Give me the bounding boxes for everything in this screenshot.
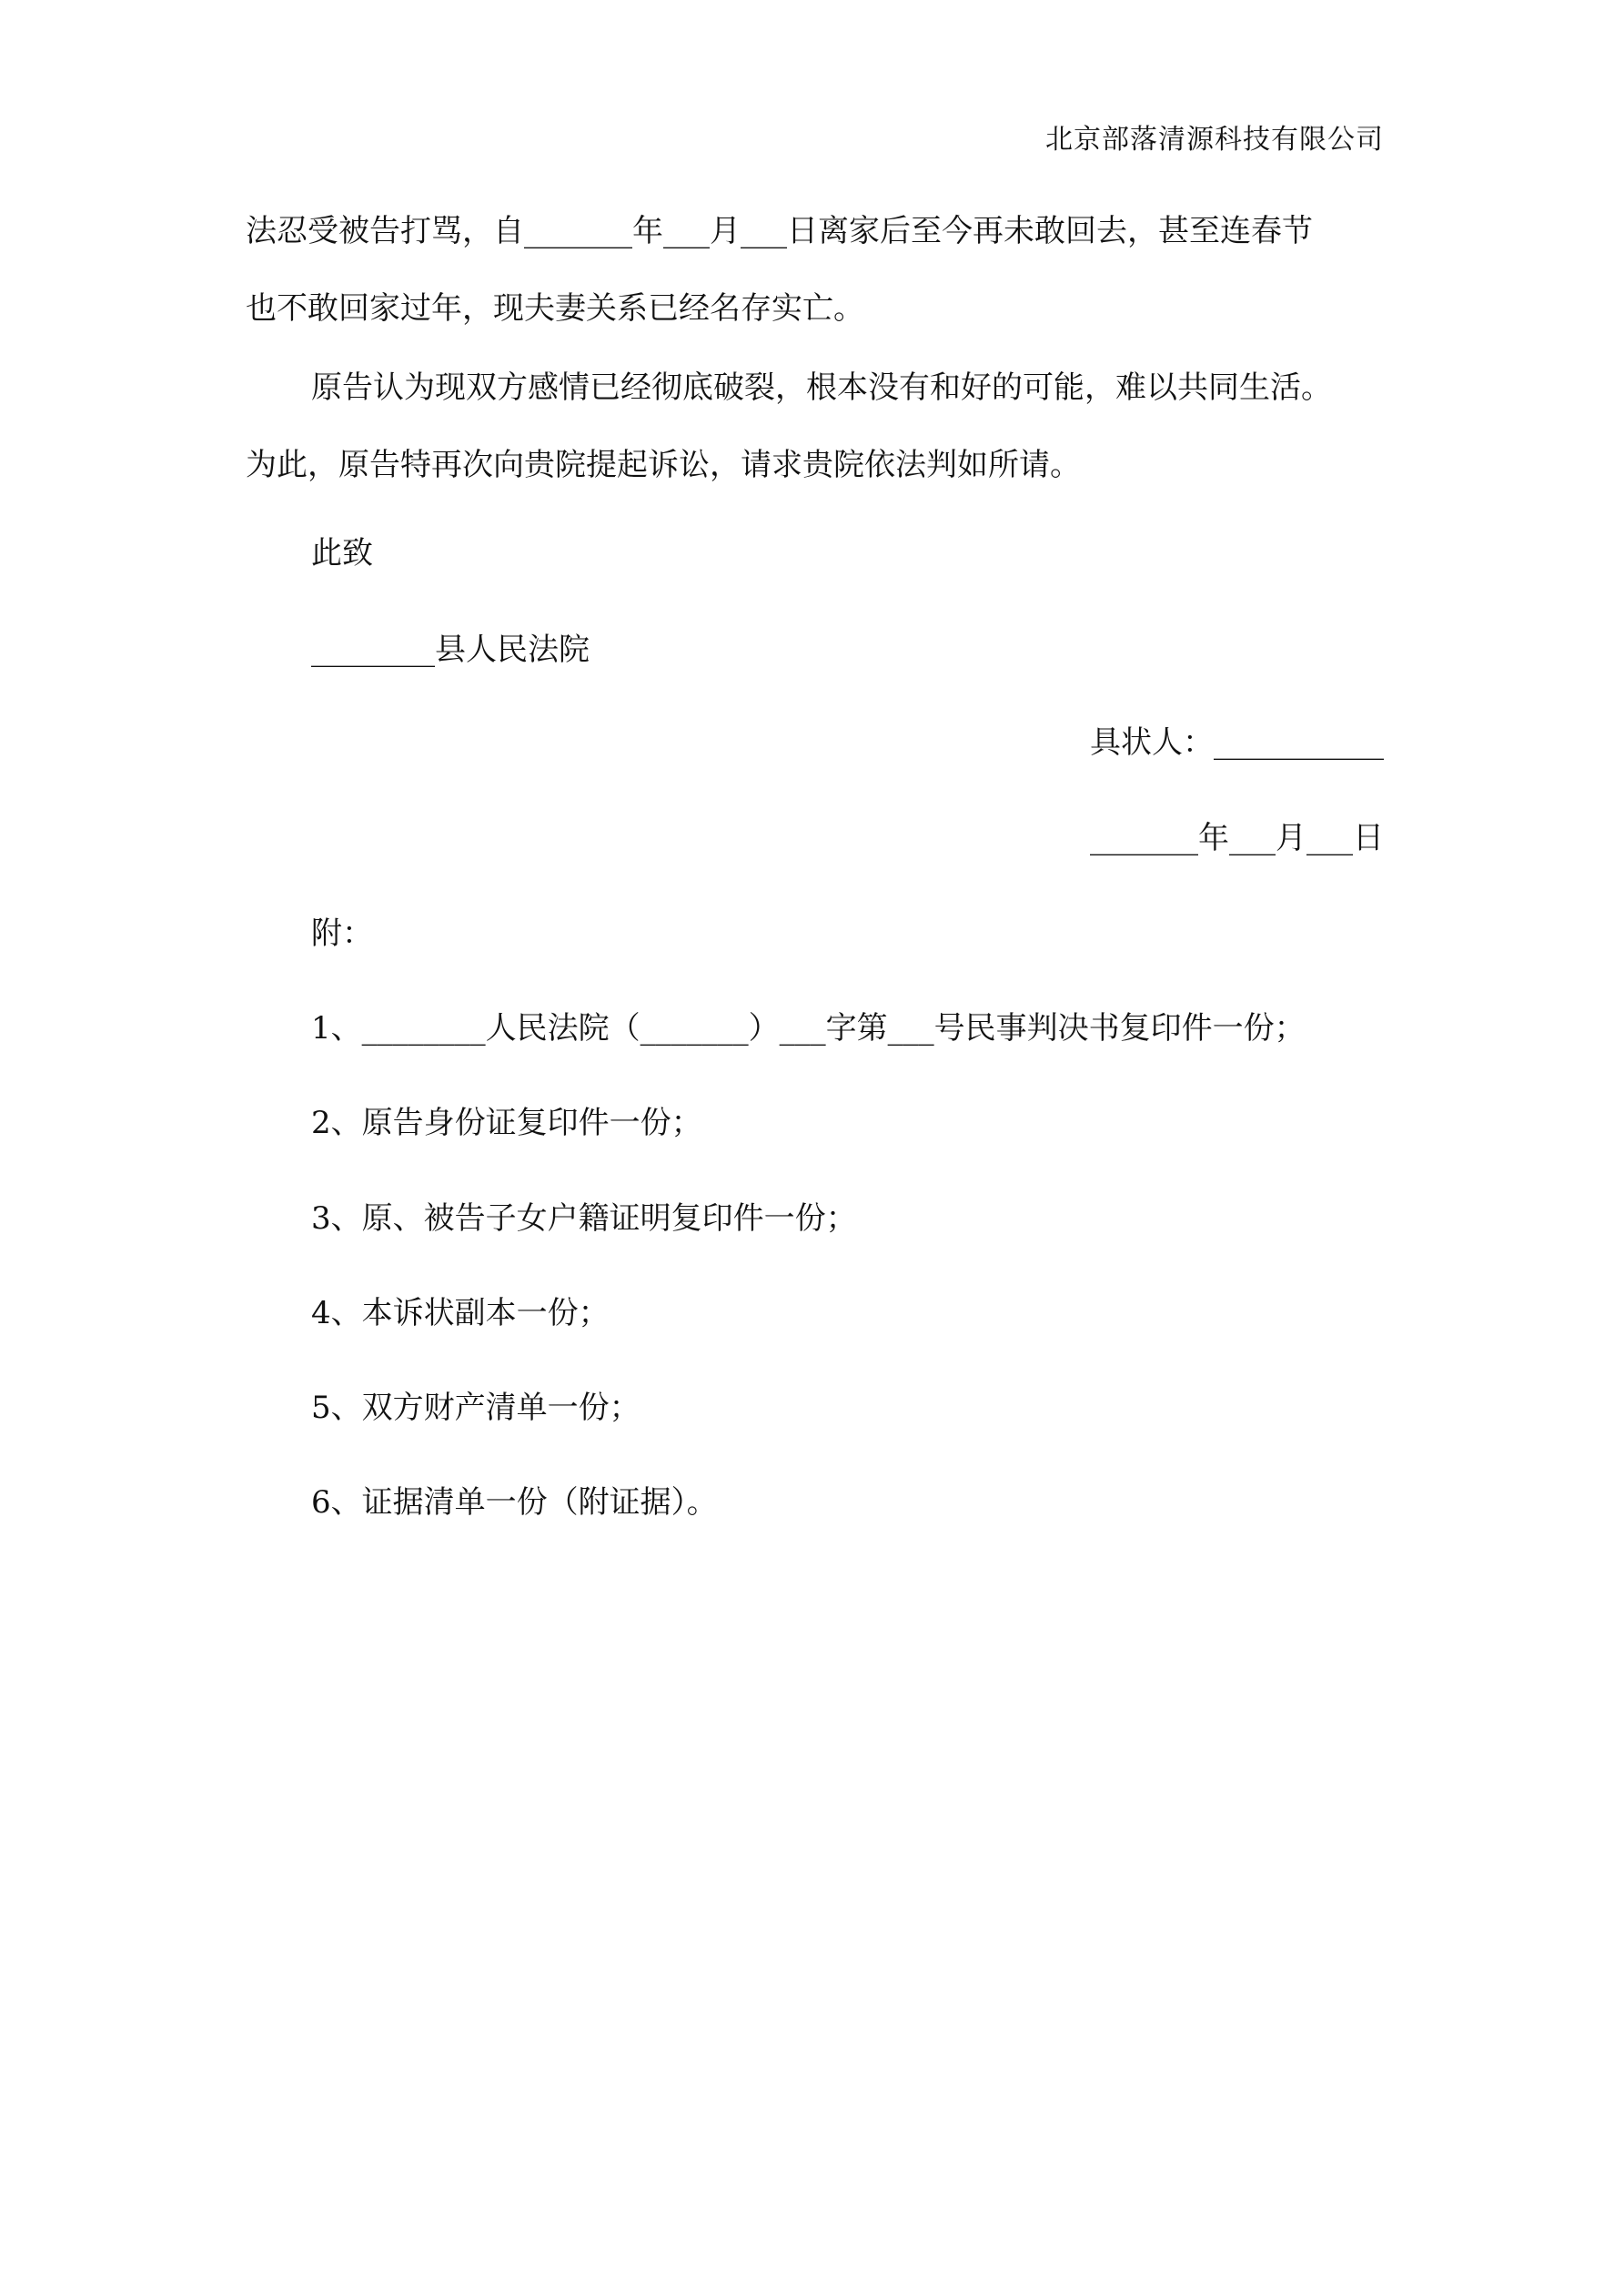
attachment-item-6: 6、证据清单一份（附证据）。 [311,1484,718,1521]
attachment-item-5: 5、双方财产清单一份； [311,1390,641,1426]
attachment-item-4: 4、本诉状副本一份； [311,1295,610,1331]
paragraph-2-line-2: 为此，原告特再次向贵院提起诉讼，请求贵院依法判如所请。 [246,447,1081,483]
attachment-item-1: 1、________人民法院（_______）___字第___号民事判决书复印件一份； [311,1010,1306,1047]
paragraph-2-line-1: 原告认为现双方感情已经彻底破裂，根本没有和好的可能，难以共同生活。 [311,369,1332,406]
attachment-item-2: 2、原告身份证复印件一份； [311,1105,702,1141]
attachment-item-3: 3、原、被告子女户籍证明复印件一份； [311,1200,857,1237]
paragraph-2 [246,349,1383,504]
company-header: 北京部落清源科技有限公司 [1045,124,1384,156]
attachments-title: 附： [311,915,373,952]
paragraph-1-line-2: 也不敢回家过年，现夫妻关系已经名存实亡。 [246,290,864,327]
paragraph-1 [246,193,1383,348]
salutation: 此致 [311,535,373,571]
court-name: ________县人民法院 [311,632,590,668]
date-line: _______年___月___日 [1090,820,1384,856]
paragraph-1-line-1: 法忍受被告打骂，自_______年___月___日离家后至今再未敢回去，甚至连春节 [246,213,1313,249]
signer-line: 具状人：___________ [1090,724,1384,761]
